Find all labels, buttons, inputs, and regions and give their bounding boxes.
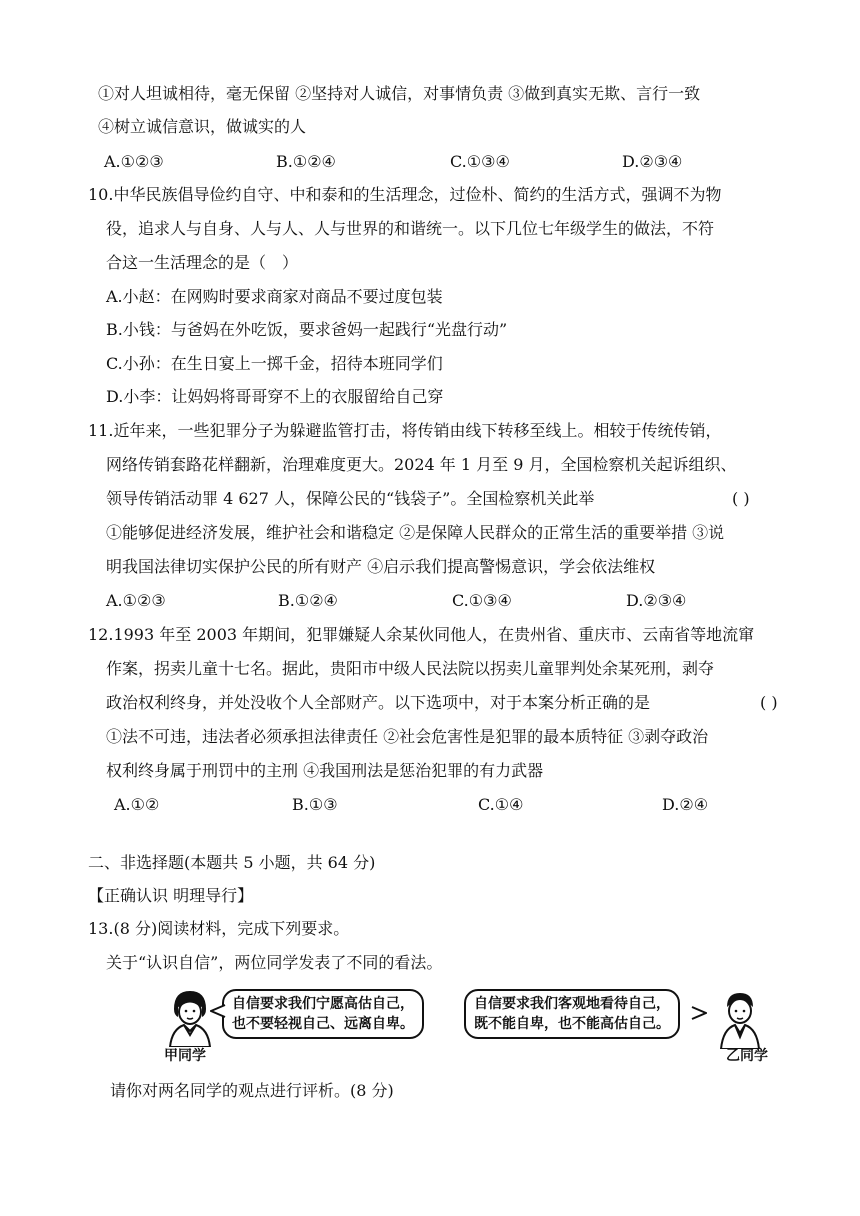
- q11-stem-line-1: 11.近年来，一些犯罪分子为躲避监管打击，将传销由线下转移至线上。相较于传统传销，: [88, 421, 722, 440]
- q13-stem-line-2: 关于“认识自信”，两位同学发表了不同的看法。: [106, 953, 443, 972]
- student-a-speech-bubble: [222, 989, 424, 1039]
- q10-option-c: C.小孙：在生日宴上一掷千金，招待本班同学们: [106, 354, 443, 373]
- q12-stem-line-2: 作案，拐卖儿童十七名。据此，贵阳市中级人民法院以拐卖儿童罪判处余某死刑，剥夺: [106, 659, 715, 678]
- q12-answer-parentheses: ( ): [760, 693, 778, 712]
- student-a-speech-line-1: 自信要求我们宁愿高估自己，: [232, 996, 414, 1012]
- student-a-speech-line-2: 也不要轻视自己、远离自卑。: [232, 1016, 414, 1032]
- q12-statement-line-1: ①法不可违，违法者必须承担法律责任 ②社会危害性是犯罪的最本质特征 ③剥夺政治: [106, 727, 709, 746]
- q13-illustration: [160, 985, 780, 1065]
- q10-option-d: D.小李：让妈妈将哥哥穿不上的衣服留给自己穿: [106, 387, 444, 406]
- q12-option-a: A.①②: [114, 795, 160, 814]
- q9-option-c: C.①③④: [450, 152, 510, 171]
- q10-option-b: B.小钱：与爸妈在外吃饭，要求爸妈一起践行“光盘行动”: [106, 320, 508, 339]
- q12-option-c: C.①④: [478, 795, 524, 814]
- student-b-speech-line-2: 既不能自卑，也不能高估自己。: [474, 1016, 670, 1032]
- q10-stem-line-3: 合这一生活理念的是（ ）: [106, 253, 299, 272]
- student-b-speech-line-1: 自信要求我们客观地看待自己，: [474, 996, 670, 1012]
- q12-option-d: D.②④: [662, 795, 709, 814]
- q12-option-b: B.①③: [292, 795, 338, 814]
- q12-stem-line-1: 12.1993 年至 2003 年期间，犯罪嫌疑人余某伙同他人，在贵州省、重庆市、云南省等地流窜: [88, 625, 755, 644]
- q10-stem-line-1: 10.中华民族倡导俭约自守、中和泰和的生活理念，过俭朴、简约的生活方式，强调不为物: [88, 185, 722, 204]
- q12-stem-line-3: 政治权利终身，并处没收个人全部财产。以下选项中，对于本案分析正确的是: [106, 693, 651, 712]
- q9-option-a: A.①②③: [104, 152, 164, 171]
- section-heading: 二、非选择题(本题共 5 小题，共 64 分): [88, 853, 376, 872]
- student-b-figure-icon: [715, 989, 765, 1049]
- q10-option-a: A.小赵：在网购时要求商家对商品不要过度包装: [106, 287, 443, 306]
- section-subheading: 【正确认识 明理导行】: [88, 886, 254, 905]
- q11-statement-line-2: 明我国法律切实保护公民的所有财产 ④启示我们提高警惕意识，学会依法维权: [106, 557, 656, 576]
- q12-statement-line-2: 权利终身属于刑罚中的主刑 ④我国刑法是惩治犯罪的有力武器: [106, 761, 544, 780]
- q11-stem-line-3: 领导传销活动罪 4 627 人，保障公民的“钱袋子”。全国检察机关此举: [106, 489, 595, 508]
- q9-statement-line-2: ④树立诚信意识，做诚实的人: [98, 117, 307, 136]
- q11-statement-line-1: ①能够促进经济发展，维护社会和谐稳定 ②是保障人民群众的正常生活的重要举措 ③说: [106, 523, 725, 542]
- student-b-speech-bubble: [464, 989, 680, 1039]
- student-a-caption: 甲同学: [164, 1048, 206, 1064]
- q11-option-d: D.②③④: [626, 591, 687, 610]
- q9-statement-line-1: ①对人坦诚相待，毫无保留 ②坚持对人诚信，对事情负责 ③做到真实无欺、言行一致: [98, 84, 701, 103]
- q11-option-c: C.①③④: [452, 591, 512, 610]
- q11-option-b: B.①②④: [278, 591, 338, 610]
- q10-stem-line-2: 役，追求人与自身、人与人、人与世界的和谐统一。以下几位七年级学生的做法，不符: [106, 219, 715, 238]
- speech-tail-left-icon: [210, 1003, 226, 1019]
- q11-answer-parentheses: ( ): [732, 489, 750, 508]
- student-b-caption: 乙同学: [726, 1048, 768, 1064]
- q11-option-a: A.①②③: [106, 591, 166, 610]
- q9-option-d: D.②③④: [622, 152, 683, 171]
- q13-question: 请你对两名同学的观点进行评析。(8 分): [110, 1081, 394, 1100]
- q11-stem-line-2: 网络传销套路花样翻新，治理难度更大。2024 年 1 月至 9 月，全国检察机关起诉组织、: [106, 455, 737, 474]
- q9-option-b: B.①②④: [276, 152, 336, 171]
- q13-stem-line-1: 13.(8 分)阅读材料，完成下列要求。: [88, 919, 350, 938]
- speech-tail-right-icon: [691, 1005, 707, 1021]
